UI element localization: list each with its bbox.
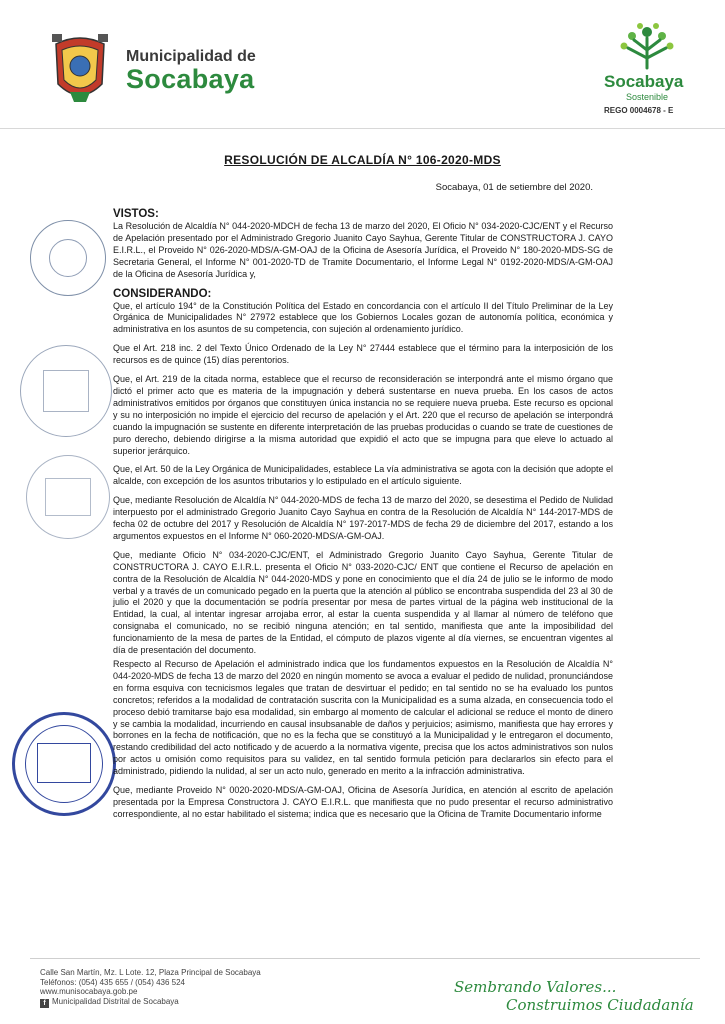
municipal-crest-icon [48,30,112,108]
brand-tagline: Sostenible [626,92,669,102]
general-secretary-stamp-icon [12,712,116,816]
tree-people-logo-icon [614,22,680,70]
footer-facebook[interactable] [40,997,261,1008]
legal-office-stamp-icon [26,455,110,539]
considerando-paragraph: Que el Art. 218 inc. 2 del Texto Único Ordenado de la Ley N° 27444 establece que el término para la interposición de los recursos es de quince (15) días perentorios. [113,343,613,366]
document-body [113,206,613,828]
vistos-heading: VISTOS: [113,208,159,220]
facebook-icon: f [40,999,49,1008]
registration-code: REGO 0004678 - E [604,106,674,115]
header-divider [0,128,725,129]
considerando-paragraph: Que, el artículo 194° de la Constitución Política del Estado en concordancia con el artículo II del Título Preliminar de la Ley Orgánica de Municipalidades N° 27972 establece que los Gobiernos Locales gozan de autonomía política, económica y administrativa en los asuntos de su competencia, con sujeción al ordenamiento jurídico. [113,300,613,335]
facebook-label: Municipalidad Distrital de Socabaya [52,996,179,1006]
considerando-paragraph: Que, mediante Proveido N° 0020-2020-MDS/A-GM-OAJ, Oficina de Asesoría Jurídica, en atención al escrito de apelación presentada por la Empresa Constructora J. CAYO E.I.R.L. que manifiesta que no pudo presentar el recurso administrativo correspondiente, al no estar habilitado el sistema; indica que es necesario que la Oficina de Tramite Documentario informe [113,785,613,819]
vistos-paragraph: La Resolución de Alcaldía N° 044-2020-MDCH de fecha 13 de marzo del 2020, El Oficio N° 034-2020-CJC/ENT y el Recurso de Apelación presentado por el Administrado Gregorio Juanito Cayo Sayhua, Gerente Titular de CONSTRUCTORA J. CAYO E.I.R.L., el Proveido N° 026-2020-MDS/A-GM-OAJ de la Oficina de Asesoría Jurídica, el Proveido N° 180-2020-MDS-SG de Secretaria General, el Informe N° 001-2020-TD de Tramite Documentario, el Informe Legal N° 0192-2020-MDS/A-GM-OAJ de la Oficina de Asesoría Jurídica y, [113,221,613,279]
considerando-paragraph: Respecto al Recurso de Apelación el administrado indica que los fundamentos expuestos en la Resolución de Alcaldía N° 044-2020-MDS de fecha 13 de marzo del 2020 en ningún momento se avoca a evaluar el pedido de nulidad, pronunciándose en forma esquiva con tecnicismos legales que tratan de desvirtuar el pedido; en tal sentido no se ha evaluado los puntos concretos; referidos a la modalidad de contratación suscrita con la Municipalidad es a suma alzada, en consecuencia todo el proceso debió tramitarse bajo esa modalidad, sin embargo al momento de calcular el adicional se reduce el monto de dinero y se cambia la modalidad, incurriendo en causal insubsanable de daños y perjuicios; asimismo, manifiesta que hay errores y borrones en la fecha de notificación, que no es la fecha que se constituyó a la Municipalidad y le entregaron el documento, restando credibilidad del acto notificado y de acuerdo a la normativa vigente, precisa que los actos administrativos son nulos por actos u omisión como requisitos para su validez, en tal sentido formula petición para declararlos sin efecto para el administrado, pidiendo la nulidad, al ser un acto nulo, generado en merito a la infracción administrativa. [113,659,613,777]
municipality-prefix: Municipalidad de [126,48,256,65]
sustainable-brand [590,22,705,122]
considerando-paragraph: Que, el Art. 219 de la citada norma, establece que el recurso de reconsideración se interpondrá ante el mismo órgano que dictó el primer acto que es materia de la impugnación y deberá sustentarse en nueva prueba. En los casos de actos administrativos emitidos por órganos que constituyen única instancia no se requiere nueva prueba. Este recurso es opcional y su no interposición no impide el ejercicio del recurso de apelación y el Art. 220 que el recurso de apelación se interpondrá cuando la impugnación se sustente en diferente interpretación de las pruebas producidas o cuando se trate de cuestiones de puro derecho, debiendo dirigirse a la misma autoridad que expidió el acto que se impugna para que eleve lo actuado al superior jerárquico. [113,374,613,456]
considerando-paragraph: Que, el Art. 50 de la Ley Orgánica de Municipalidades, establece La vía administrativa se agota con la decisión que adopte el alcalde, con excepción de los asuntos tributarios y lo estipulado en el artículo siguiente. [113,464,613,487]
footer-website-link[interactable]: www.munisocabaya.gob.pe [40,987,138,997]
footer-phones: Teléfonos: (054) 435 655 / (054) 436 524 [40,977,185,987]
considerando-paragraph: Que, mediante Oficio N° 034-2020-CJC/ENT, el Administrado Gregorio Juanito Cayo Sayhua, Gerente Titular de CONSTRUCTORA J. CAYO E.I.R.L. presenta el Oficio N° 033-2020-CJC/ ENT que contiene el Recurso de apelación en contra de la Resolución de Alcaldía N° 044-2020-MDS y pone en conocimiento que el día 24 de julio se le informo de modo verbal y a través de un comunicado pegado en la puerta que la atención al público se encontraba suspendida del 23 al 30 de julio el 2020 y que la documentación se podría presentar por mesa de partes virtual de la página web institucional de la Entidad, la cual, al intentar ingresar arrojaba error, al estar la cuenta suspendida y al llamar al número de teléfono que consignaba el comunicado, no se recibió ninguna atención; en tal sentido, manifiesta que ante la imposibilidad del funcionamiento de la mesa de partes de la Entidad, el cómputo de plazos vigente al día viernes, se encuentran vigentes al día de presentación del documento. [113,549,613,656]
official-seal-stamp-icon [30,220,106,296]
footer-divider [30,958,700,959]
municipality-header [48,20,308,110]
management-stamp-icon [20,345,112,437]
footer-address: Calle San Martín, Mz. L Lote. 12, Plaza Principal de Socabaya [40,968,261,977]
footer-contact [40,968,261,1008]
slogan-line-1: Sembrando Valores... [454,978,617,996]
considerando-paragraph: Que, mediante Resolución de Alcaldía N° 044-2020-MDS de fecha 13 de marzo del 2020, se desestima el Pedido de Nulidad interpuesto por el administrado Gregorio Juanito Cayo Sayhua en contra de la Resolución de Alcaldía N° 144-2017-MDS de fecha 02 de octubre del 2017 y Resolución de Alcaldía N° 197-2017-MDS de fecha 29 de diciembre del 2017, estando a los argumentos expuestos en el Informe N° 060-2020-MDS/A-GM-OAJ. [113,495,613,541]
document-title: RESOLUCIÓN DE ALCALDÍA N° 106-2020-MDS [224,153,501,167]
brand-name: Socabaya [604,72,684,91]
slogan-line-2: Construimos Ciudadanía [506,996,694,1014]
considerando-heading: CONSIDERANDO: [113,287,212,300]
document-date: Socabaya, 01 de setiembre del 2020. [435,182,593,193]
municipality-name: Socabaya [126,64,255,94]
